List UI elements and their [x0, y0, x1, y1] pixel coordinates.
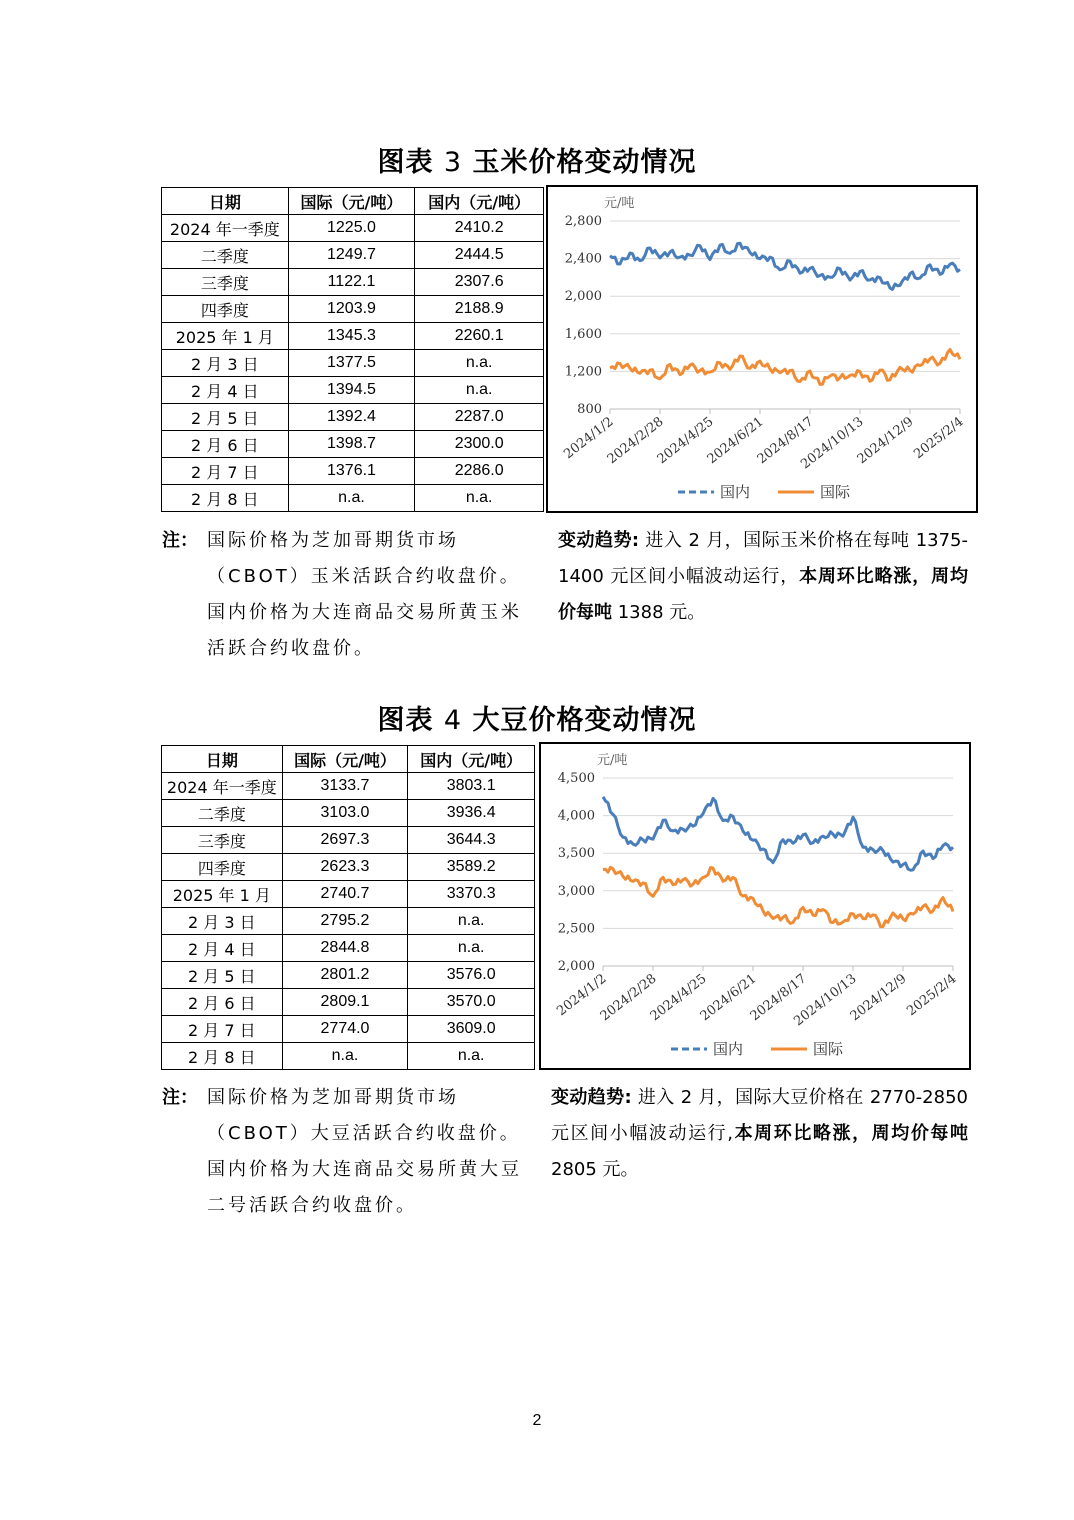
- x-tick-label: 2024/1/2: [561, 414, 617, 463]
- figure-3-title-prefix: 图表: [377, 147, 434, 178]
- table-cell-date: 2 月 5 日: [162, 962, 283, 989]
- table-header: 国际（元/吨）: [282, 746, 408, 773]
- x-tick-label: 2024/4/25: [654, 414, 717, 468]
- y-tick-label: 4,000: [557, 808, 595, 824]
- table-cell-international: 2623.3: [282, 854, 408, 881]
- table-cell-date: 四季度: [162, 854, 283, 881]
- table-cell-date: 2 月 8 日: [162, 1043, 283, 1070]
- table-cell-international: n.a.: [288, 485, 415, 512]
- table-cell-domestic: 2307.6: [415, 269, 544, 296]
- figure-4-title-num: 4: [443, 705, 463, 736]
- soybean-trend-bold: 本周环比略涨，周均价每吨: [732, 1123, 968, 1144]
- x-tick-label: 2024/2/28: [604, 414, 667, 468]
- corn-price-chart: [546, 185, 978, 513]
- table-row: [162, 1016, 535, 1043]
- y-tick-label: 4,500: [557, 771, 595, 786]
- x-tick-label: 2024/12/9: [847, 971, 910, 1025]
- table-row: [162, 242, 544, 269]
- table-row: [162, 1043, 535, 1070]
- x-tick-label: 2024/6/21: [697, 971, 760, 1025]
- figure-3-title: [0, 140, 1074, 179]
- table-cell-date: 2 月 3 日: [162, 350, 289, 377]
- y-tick-label: 2,800: [564, 214, 602, 229]
- table-cell-date: 2025 年 1 月: [162, 881, 283, 908]
- table-cell-international: n.a.: [282, 1043, 408, 1070]
- table-row: [162, 215, 544, 242]
- table-cell-date: 2 月 3 日: [162, 908, 283, 935]
- figure-4-title-text: 大豆价格变动情况: [472, 705, 697, 736]
- table-cell-domestic: 3576.0: [408, 962, 535, 989]
- y-tick-label: 1,600: [564, 326, 602, 342]
- table-cell-domestic: 3936.4: [408, 800, 535, 827]
- y-tick-label: 1,200: [564, 364, 602, 380]
- y-tick-label: 2,500: [557, 921, 595, 937]
- table-cell-international: 1345.3: [288, 323, 415, 350]
- soybean-price-chart-svg: [541, 744, 969, 1068]
- table-cell-international: 1203.9: [288, 296, 415, 323]
- table-cell-date: 二季度: [162, 242, 289, 269]
- table-cell-date: 二季度: [162, 800, 283, 827]
- soybean-price-table: [161, 745, 535, 1070]
- soybean-trend-label: 变动趋势:: [551, 1087, 632, 1108]
- table-cell-domestic: 2287.0: [415, 404, 544, 431]
- table-cell-international: 1249.7: [288, 242, 415, 269]
- y-tick-label: 800: [577, 402, 602, 417]
- x-tick-label: 2025/2/4: [911, 414, 967, 463]
- table-row: [162, 377, 544, 404]
- table-cell-international: 1122.1: [288, 269, 415, 296]
- table-header: 日期: [162, 188, 289, 215]
- table-header: 国际（元/吨）: [288, 188, 415, 215]
- figure-4-title: [0, 698, 1074, 737]
- x-tick-label: 2024/1/2: [554, 971, 610, 1020]
- table-row: [162, 800, 535, 827]
- table-cell-international: 2809.1: [282, 989, 408, 1016]
- x-tick-label: 2025/2/4: [904, 971, 960, 1020]
- table-cell-international: 3133.7: [282, 773, 408, 800]
- corn-trend-label: 变动趋势:: [558, 530, 640, 551]
- table-cell-date: 2024 年一季度: [162, 215, 289, 242]
- table-cell-domestic: n.a.: [415, 485, 544, 512]
- table-row: [162, 854, 535, 881]
- table-cell-domestic: 2410.2: [415, 215, 544, 242]
- corn-note-text: 国际价格为芝加哥期货市场（CBOT）玉米活跃合约收盘价。国内价格为大连商品交易所黄玉米活跃合约收盘价。: [207, 530, 522, 659]
- corn-price-table: [161, 187, 544, 512]
- figure-3-title-text: 玉米价格变动情况: [472, 147, 697, 178]
- table-row: [162, 881, 535, 908]
- table-row: [162, 404, 544, 431]
- soybean-price-chart: [539, 742, 971, 1070]
- table-cell-domestic: 2286.0: [415, 458, 544, 485]
- corn-price-chart-svg: [548, 187, 976, 511]
- table-cell-domestic: 3803.1: [408, 773, 535, 800]
- table-cell-international: 1225.0: [288, 215, 415, 242]
- table-cell-international: 1392.4: [288, 404, 415, 431]
- table-row: [162, 935, 535, 962]
- legend-label-international: 国际: [813, 1040, 844, 1058]
- table-row: [162, 458, 544, 485]
- table-header: 日期: [162, 746, 283, 773]
- table-row: [162, 827, 535, 854]
- table-cell-international: 2697.3: [282, 827, 408, 854]
- series-line-domestic: [610, 243, 960, 289]
- table-row: [162, 962, 535, 989]
- table-header-row: [162, 188, 544, 215]
- table-cell-domestic: 2188.9: [415, 296, 544, 323]
- x-tick-label: 2024/8/17: [747, 971, 810, 1025]
- page-number: 2: [532, 1412, 542, 1429]
- table-row: [162, 350, 544, 377]
- x-tick-label: 2024/12/9: [854, 414, 917, 468]
- table-row: [162, 989, 535, 1016]
- table-cell-date: 三季度: [162, 827, 283, 854]
- series-line-domestic: [603, 797, 953, 870]
- table-cell-date: 2 月 4 日: [162, 935, 283, 962]
- legend-label-domestic: 国内: [720, 483, 751, 501]
- legend-label-domestic: 国内: [713, 1040, 744, 1058]
- series-line-international: [610, 350, 960, 385]
- table-cell-domestic: n.a.: [408, 908, 535, 935]
- corn-trend-bold: 本周环比略涨，周均价每吨: [558, 566, 969, 623]
- table-cell-international: 1377.5: [288, 350, 415, 377]
- soybean-trend-text: 进入 2 月，国际大豆价格在 2770-2850 元区间小幅波动运行,: [551, 1087, 968, 1144]
- y-tick-label: 2,000: [557, 959, 595, 974]
- corn-note: [162, 523, 530, 667]
- table-cell-international: 3103.0: [282, 800, 408, 827]
- table-header: 国内（元/吨）: [415, 188, 544, 215]
- table-cell-domestic: 3570.0: [408, 989, 535, 1016]
- soybean-trend: [551, 1080, 968, 1188]
- table-cell-date: 四季度: [162, 296, 289, 323]
- table-row: [162, 908, 535, 935]
- table-cell-international: 2795.2: [282, 908, 408, 935]
- table-cell-date: 2024 年一季度: [162, 773, 283, 800]
- y-axis-label: 元/吨: [597, 753, 628, 768]
- corn-note-label: 注：: [162, 530, 198, 551]
- table-row: [162, 773, 535, 800]
- table-row: [162, 431, 544, 458]
- table-cell-domestic: n.a.: [415, 377, 544, 404]
- table-cell-international: 2740.7: [282, 881, 408, 908]
- table-cell-domestic: 3370.3: [408, 881, 535, 908]
- y-tick-label: 3,000: [557, 883, 595, 899]
- table-row: [162, 485, 544, 512]
- corn-trend-text: 进入 2 月，国际玉米价格在每吨 1375-1400 元区间小幅波动运行，: [558, 530, 969, 587]
- table-cell-date: 2 月 8 日: [162, 485, 289, 512]
- table-cell-domestic: n.a.: [408, 935, 535, 962]
- table-cell-date: 2025 年 1 月: [162, 323, 289, 350]
- figure-3-title-num: 3: [443, 147, 463, 178]
- table-cell-date: 2 月 6 日: [162, 431, 289, 458]
- y-tick-label: 3,500: [557, 846, 595, 862]
- corn-trend-value: 1388 元。: [617, 602, 706, 623]
- table-cell-international: 1394.5: [288, 377, 415, 404]
- table-cell-domestic: 2444.5: [415, 242, 544, 269]
- table-cell-international: 2801.2: [282, 962, 408, 989]
- table-header-row: [162, 746, 535, 773]
- x-tick-label: 2024/10/13: [798, 414, 867, 473]
- x-tick-label: 2024/4/25: [647, 971, 710, 1025]
- table-cell-domestic: 3589.2: [408, 854, 535, 881]
- table-header: 国内（元/吨）: [408, 746, 535, 773]
- x-tick-label: 2024/10/13: [791, 971, 860, 1030]
- table-row: [162, 323, 544, 350]
- table-row: [162, 269, 544, 296]
- soybean-note: [162, 1080, 530, 1224]
- y-axis-label: 元/吨: [604, 196, 635, 211]
- table-cell-date: 2 月 7 日: [162, 1016, 283, 1043]
- table-cell-date: 2 月 4 日: [162, 377, 289, 404]
- x-tick-label: 2024/8/17: [754, 414, 817, 468]
- table-cell-domestic: 2260.1: [415, 323, 544, 350]
- soybean-note-label: 注：: [162, 1087, 198, 1108]
- table-cell-date: 2 月 6 日: [162, 989, 283, 1016]
- table-cell-domestic: 3644.3: [408, 827, 535, 854]
- table-cell-date: 2 月 5 日: [162, 404, 289, 431]
- x-tick-label: 2024/6/21: [704, 414, 767, 468]
- figure-4-title-prefix: 图表: [377, 705, 434, 736]
- table-cell-domestic: n.a.: [415, 350, 544, 377]
- y-tick-label: 2,000: [564, 289, 602, 305]
- table-row: [162, 296, 544, 323]
- table-cell-date: 三季度: [162, 269, 289, 296]
- table-cell-international: 2844.8: [282, 935, 408, 962]
- corn-trend: [558, 523, 968, 631]
- table-cell-domestic: n.a.: [408, 1043, 535, 1070]
- table-cell-date: 2 月 7 日: [162, 458, 289, 485]
- table-cell-domestic: 2300.0: [415, 431, 544, 458]
- table-cell-international: 2774.0: [282, 1016, 408, 1043]
- soybean-note-text: 国际价格为芝加哥期货市场（CBOT）大豆活跃合约收盘价。国内价格为大连商品交易所黄大豆二号活跃合约收盘价。: [207, 1087, 522, 1216]
- x-tick-label: 2024/2/28: [597, 971, 660, 1025]
- y-tick-label: 2,400: [564, 251, 602, 267]
- soybean-trend-value: 2805 元。: [551, 1159, 639, 1180]
- legend-label-international: 国际: [820, 483, 851, 501]
- series-line-international: [603, 867, 953, 926]
- table-cell-international: 1398.7: [288, 431, 415, 458]
- table-cell-domestic: 3609.0: [408, 1016, 535, 1043]
- table-cell-international: 1376.1: [288, 458, 415, 485]
